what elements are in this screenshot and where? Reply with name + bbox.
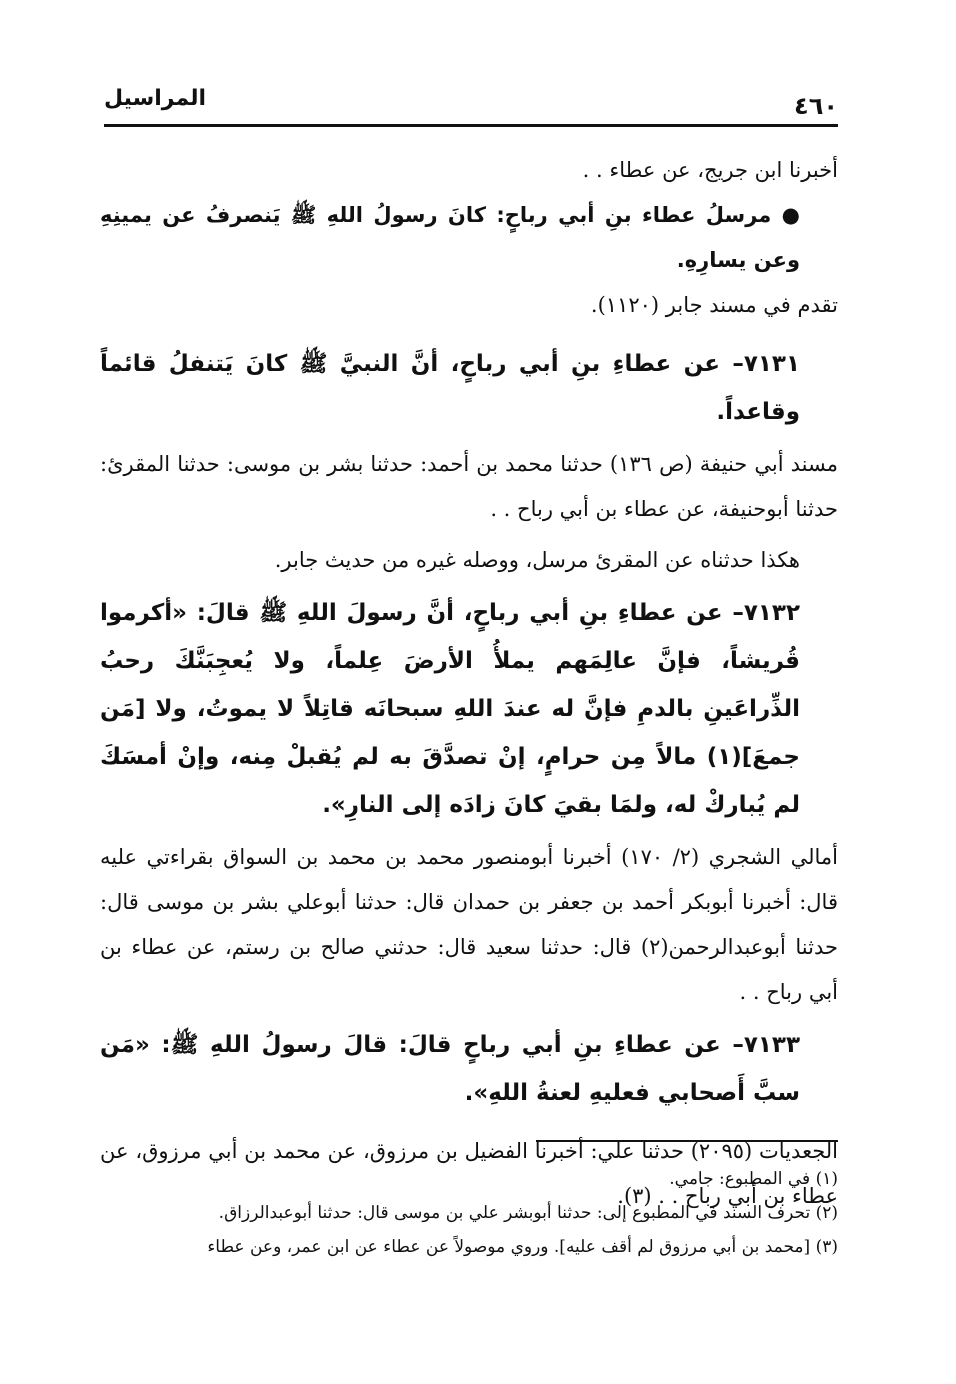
source-7133: الجعديات (٢٠٩٥) حدثنا علي: أخبرنا الفضيل بن مرزوق، عن محمد بن أبي مرزوق، عن عطاء بن أبي رباح . . (٣). [100,1139,838,1208]
footnote-separator [536,1140,838,1142]
text-line-chain-end: أخبرنا ابن جريج، عن عطاء . . [582,158,838,182]
page-header [104,78,838,127]
footnote-2: (٢) تحرف السند في المطبوع إلى: حدثنا أبوبشر علي بن موسى قال: حدثنا أبوعبدالرزاق. [218,1203,838,1223]
note-7131: هكذا حدثناه عن المقرئ مرسل، ووصله غيره من حديث جابر. [274,548,800,572]
mursal-entry: ● مرسلُ عطاء بنِ أبي رباحٍ: كانَ رسولُ اللهِ ﷺ يَنصرفُ عن يمينِهِ وعن يسارِهِ. [100,203,800,272]
page-body [100,148,838,1219]
mursal-reference: تقدم في مسند جابر (١١٢٠). [590,293,838,317]
hadith-7131: ٧١٣١– عن عطاءِ بنِ أبي رباحٍ، أنَّ النبيَّ ﷺ كانَ يَتنفلُ قائماً وقاعداً. [100,351,800,425]
hadith-7133: ٧١٣٣– عن عطاءِ بنِ أبي رباحٍ قالَ: قالَ رسولُ اللهِ ﷺ: «مَن سبَّ أَصحابي فعليهِ لعنةُ اللهِ». [100,1032,800,1106]
hadith-7132: ٧١٣٢– عن عطاءِ بنِ أبي رباحٍ، أنَّ رسولَ اللهِ ﷺ قالَ: «أكرموا قُريشاً، فإنَّ عالِمَهم يملأُ الأرضَ عِلماً، ولا يُعجِبَنَّكَ رحبُ الذِّراعَينِ بالدمِ فإنَّ له عندَ اللهِ سبحانَه قاتِلاً لا يموتُ، ولا [مَن جمعَ](١) مالاً مِن حرامٍ، إنْ تصدَّقَ به لم يُقبلْ مِنه، وإنْ أمسَكَ لم يُباركْ له، ولمَا بقيَ كانَ زادَه إلى النارِ». [100,600,800,818]
footnote-1: (١) في المطبوع: جامي. [669,1169,838,1189]
running-title: المراسيل [104,86,207,111]
footnote-3: (٣) [محمد بن أبي مرزوق لم أقف عليه]. وروي موصولاً عن عطاء عن ابن عمر، وعن عطاء [207,1237,838,1257]
footnotes [96,1162,838,1264]
source-7131: مسند أبي حنيفة (ص ١٣٦) حدثنا محمد بن أحمد: حدثنا بشر بن موسى: حدثنا المقرئ: حدثنا أبوحنيفة، عن عطاء بن أبي رباح . . [100,452,838,521]
page-number: ٤٦٠ [794,92,838,120]
source-7132: أمالي الشجري (٢/ ١٧٠) أخبرنا أبومنصور محمد بن محمد بن السواق بقراءتي عليه قال: أخبرنا أبوبكر أحمد بن جعفر بن حمدان قال: حدثنا أبوعلي بشر بن موسى قال: حدثنا أبوعبدالرحمن(٢) قال: حدثنا سعيد قال: حدثني صالح بن رستم، عن عطاء بن أبي رباح . . [100,845,838,1004]
